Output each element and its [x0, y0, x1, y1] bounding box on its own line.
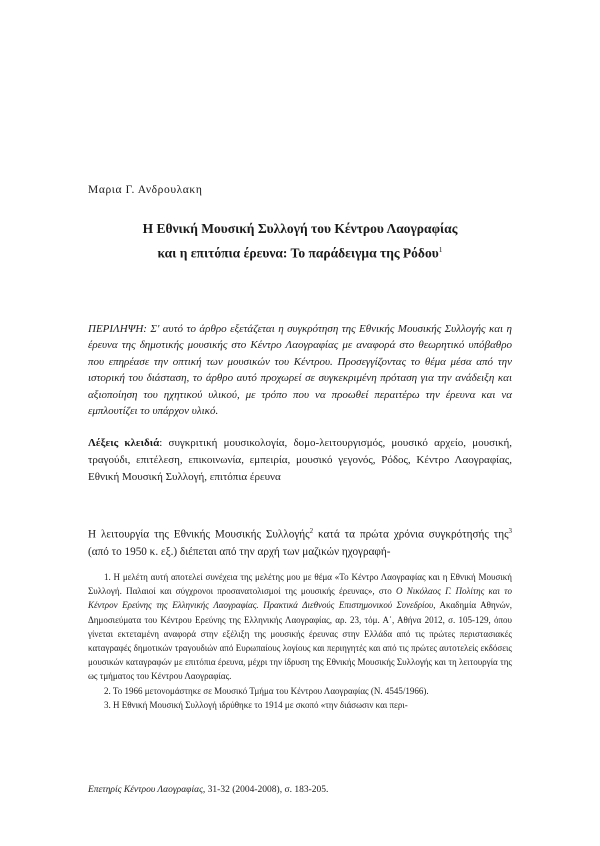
footnote-1-text-a: 1. Η μελέτη αυτή αποτελεί συνέχεια της μελέτης μου με θέμα «Το Κέντρο Λαογραφίας και η Εθνική Μουσική Συλλογή. Παλαιοί και σύγχρονοι προσανατολισμοί της μουσικής έρευνας», στο	[88, 572, 512, 597]
footnote-1	[88, 570, 512, 684]
journal-citation	[88, 785, 512, 795]
keywords-label: Λέξεις κλειδιά	[88, 437, 160, 449]
footnote-3: 3. Η Εθνική Μουσική Συλλογή ιδρύθηκε το 1914 με σκοπό «την διάσωσιν και περι-	[104, 699, 408, 710]
title-line-2	[88, 239, 512, 264]
journal-details: , 31-32 (2004-2008), σ. 183-205.	[202, 785, 329, 795]
body-text-a: Η λειτουργία της Εθνικής Μουσικής Συλλογής	[88, 528, 310, 541]
footnotes	[88, 570, 512, 712]
title-line-2-text: και η επιτόπια έρευνα: Το παράδειγμα της Ρόδου	[157, 245, 439, 261]
journal-name: Επετηρίς Κέντρου Λαογραφίας	[88, 785, 203, 795]
abstract: ΠΕΡΙΛΗΨΗ: Σ' αυτό το άρθρο εξετάζεται η συγκρότηση της Εθνικής Μουσικής Συλλογής και η έρευνα της δημοτικής μουσικής στο Κέντρο Λαογραφίας με αναφορά στο θεωρητικό υπόβαθρο που επηρέασε την οπτική των μουσικών του Κέντρου. Προσεγγίζοντας το θέμα μέσα από την ιστορική του διάσταση, το άρθρο αυτό προχωρεί σε συγκεκριμένη πρόταση για την ανάδειξη και αξιοποίηση του ηχητικού υλικού, με τρόπο που να προωθεί περαιτέρω την έρευνα και να εμπλουτίζει το υπάρχον υλικό.	[88, 323, 512, 418]
title-footnote-ref: 1	[438, 245, 443, 254]
footnote-ref-2: 2	[309, 527, 314, 535]
body-paragraph	[88, 523, 512, 562]
body-text-b: κατά τα πρώτα χρόνια συγκρότησής της	[313, 528, 509, 541]
footnote-ref-3: 3	[508, 527, 512, 535]
footnote-1-text-b: , Ακαδημία Αθηνών, Δημοσιεύματα του Κέντρου Ερεύνης της Ελληνικής Λαογραφίας, αρ. 23, τόμ. Α΄, Αθήνα 2012, σ. 105-129, όπου γίνεται εκτεταμένη αναφορά στην εξέλιξη της μουσικής έρευνας στην Ελλάδα από τις πρώτες περιστασιακές καταγραφές δημοτικών τραγουδιών από Ευρωπαίους λογίους και περιηγητές και από τις πρώτες αυτοτελείς εκδόσεις μουσικών καταγραφών με επιτόπια έρευνα, μέχρι την ίδρυση της Εθνικής Μουσικής Συλλογής και τη λειτουργία της ως τμήματος του Κέντρου Λαογραφίας.	[88, 600, 512, 682]
footnote-2: 2. Το 1966 μετονομάστηκε σε Μουσικό Τμήμα του Κέντρου Λαογραφίας (Ν. 4545/1966).	[104, 685, 429, 696]
keywords-text: : συγκριτική μουσικολογία, δομο-λειτουργισμός, μουσικό αρχείο, μουσική, τραγούδι, επιτέλεση, επικοινωνία, εμπειρία, μουσικό γεγονός, Ρόδος, Κέντρο Λαογραφίας, Εθνική Μουσική Συλλογή, επιτόπια έρευνα	[88, 437, 513, 483]
footnote-1-italic: Ο Νικόλαος Γ. Πολίτης και το Κέντρον Ερεύνης της Ελληνικής Λαογραφίας. Πρακτικά Διεθνούς Επιστημονικού Συνεδρίου	[88, 586, 512, 611]
body-text-c: (από το 1950 κ. εξ.) διέπεται από την αρχή των μαζικών ηχογραφή-	[88, 546, 391, 559]
keywords	[88, 435, 512, 486]
title-line-1: Η Εθνική Μουσική Συλλογή του Κέντρου Λαογραφίας	[142, 221, 458, 236]
article-title	[88, 218, 512, 264]
author-name: Μαρια Γ. Ανδρουλακη	[88, 184, 203, 196]
